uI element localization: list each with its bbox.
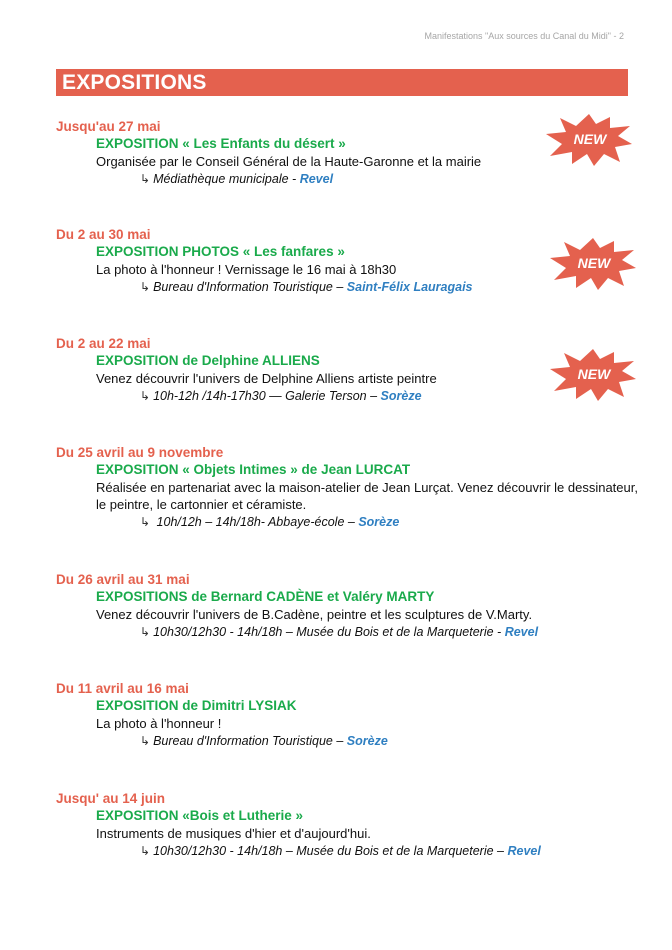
new-badge [548,236,638,292]
town-name: Revel [299,172,334,186]
location-text: 10h30/12h30 - 14h/18h – Musée du Bois et de la Marqueterie – [153,844,508,858]
town-name: Sorèze [380,389,422,403]
town-name: Revel [507,844,541,858]
pointer-arrow-icon: ↳ [140,844,151,858]
event-item [56,571,636,642]
new-badge [548,347,638,403]
event-item [56,790,636,861]
event-title: EXPOSITIONS de Bernard CADÈNE et Valéry MARTY [96,589,435,604]
event-title: EXPOSITION de Delphine ALLIENS [96,353,320,368]
event-location [140,842,636,861]
event-date: Jusqu' au 14 juin [56,791,165,806]
event-description: Réalisée en partenariat avec la maison-atelier de Jean Lurçat. Venez découvrir le dessinateur, le peintre, le cartonnier et céramiste. [96,480,638,512]
event-description: La photo à l'honneur ! [96,716,222,731]
event-date: Du 25 avril au 9 novembre [56,445,224,460]
event-date: Du 11 avril au 16 mai [56,681,189,696]
event-item [56,444,636,532]
event-date: Du 2 au 22 mai [56,336,151,351]
location-text: 10h-12h /14h-17h30 — Galerie Terson – [153,389,381,403]
pointer-arrow-icon: ↳ [140,734,151,748]
event-location [140,623,636,642]
location-text: Médiathèque municipale - [153,172,300,186]
town-name: Sorèze [358,515,400,529]
event-item [56,680,636,751]
pointer-arrow-icon: ↳ [140,172,151,186]
location-text: 10h/12h – 14h/18h- Abbaye-école – [153,515,359,529]
event-date: Du 26 avril au 31 mai [56,572,190,587]
event-title: EXPOSITION de Dimitri LYSIAK [96,698,297,713]
town-name: Sorèze [346,734,388,748]
event-description: La photo à l'honneur ! Vernissage le 16 mai à 18h30 [96,262,397,277]
location-text: Bureau d'Information Touristique – [153,734,347,748]
pointer-arrow-icon: ↳ [140,389,151,403]
event-location [140,732,636,751]
town-name: Saint-Félix Lauragais [346,280,473,294]
pointer-arrow-icon: ↳ [140,625,151,639]
event-description: Venez découvrir l'univers de B.Cadène, peintre et les sculptures de V.Marty. [96,607,533,622]
running-header: Manifestations "Aux sources du Canal du Midi" - 2 [424,31,624,41]
pointer-arrow-icon: ↳ [140,515,151,529]
event-description: Instruments de musiques d'hier et d'aujourd'hui. [96,826,371,841]
pointer-arrow-icon: ↳ [140,280,151,294]
event-title: EXPOSITION « Objets Intimes » de Jean LURCAT [96,462,411,477]
badge-label: NEW [577,255,611,271]
location-text: 10h30/12h30 - 14h/18h – Musée du Bois et de la Marqueterie - [153,625,505,639]
event-location [140,170,636,189]
section-banner: EXPOSITIONS [56,69,628,96]
town-name: Revel [504,625,539,639]
event-date: Jusqu'au 27 mai [56,119,161,134]
badge-label: NEW [577,366,611,382]
event-date: Du 2 au 30 mai [56,227,151,242]
event-description: Venez découvrir l'univers de Delphine Alliens artiste peintre [96,371,437,386]
badge-label: NEW [573,131,607,147]
event-title: EXPOSITION PHOTOS « Les fanfares » [96,244,345,259]
event-description: Organisée par le Conseil Général de la Haute-Garonne et la mairie [96,154,482,169]
event-location [140,513,636,532]
new-badge [544,112,634,168]
event-title: EXPOSITION « Les Enfants du désert » [96,136,346,151]
location-text: Bureau d'Information Touristique – [153,280,347,294]
event-title: EXPOSITION «Bois et Lutherie » [96,808,304,823]
